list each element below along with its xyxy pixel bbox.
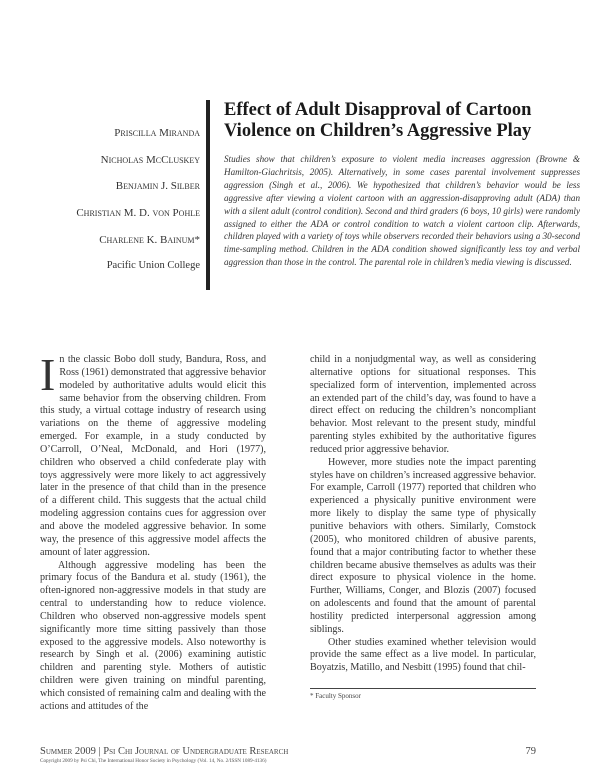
- paragraph: child in a nonjudgmental way, as well as considering alternative options for situational responses. This specialized form of intervention, implemented across an extended part of the child’s day, was found to have a direct effect on reducing the children’s noncompliant behavior. Most relevant to the present study, mindful parenting styles exhibited by the authoritative figures reduced prior aggressive behavior.: [310, 354, 536, 455]
- body-column-right: [310, 354, 536, 675]
- paragraph: Other studies examined whether television would provide the same effect as a live model. In particular, Boyatzis, Matillo, and Nesbitt (1995) found that chil-: [310, 636, 536, 674]
- author: Nicholas McCluskey: [100, 153, 200, 166]
- article-title: Effect of Adult Disapproval of Cartoon Violence on Children’s Aggressive Play: [224, 100, 532, 141]
- author: Charlene K. Bainum*: [99, 233, 200, 246]
- body-column-left: [40, 349, 266, 714]
- journal-name: Summer 2009 | Psi Chi Journal of Undergraduate Research: [40, 746, 289, 757]
- author: Benjamin J. Silber: [115, 180, 200, 193]
- paragraph-text: n the classic Bobo doll study, Bandura, Ross, and Ross (1961) demonstrated that aggressive behavior modeled by authoritative adults would elicit this same behavior from the observing children. From this study, a virtual cottage industry of research using variations on the theme of aggressive modeling emerged. For example, in a study conducted by O’Carroll, O’Neal, McDonald, and Hori (1977), children who observed a child confederate play with toys aggressively were more likely to act aggressively later in the presence of that child than in the presence of a different child. This suggests that the actual child modeling aggression contains cues for aggression over and above the modeled aggressive behavior. In some way, the presence of this aggressive model affects the amount of later aggression.: [40, 354, 266, 558]
- drop-cap: I: [40, 349, 56, 400]
- affiliation: Pacific Union College: [106, 260, 200, 272]
- abstract: Studies show that children’s exposure to violent media increases aggression (Browne & Hamilton-Giachritsis, 2005). Alternatively, in some cases parental involvement suppresses aggression (Singh et al., 2006). We hypothesized that children’s behavior would be less aggressive after viewing a violent cartoon with an aggression-disapproving adult (ADA) than with a silent adult (control condition). Second and third graders (6 boys, 10 girls) were randomly assigned to either the ADA or control condition to watch a violent cartoon clip. Afterwards, children played with a variety of toys while observers recorded their behaviors using a 30-second time-sampling method. Children in the ADA condition showed significantly less toy and verbal aggression than those in the control. The parental role in children’s media viewing is discussed.: [224, 154, 580, 268]
- paragraph: [40, 349, 266, 560]
- author: Christian M. D. von Pohle: [76, 207, 200, 220]
- paragraph: However, more studies note the impact parenting styles have on children’s increased aggressive behavior. For example, Carroll (1977) reported that children who experienced a physically punitive environment were more likely to display the same type of physically punitive behaviors with others. Similarly, Comstock (2005), who monitored children of abusive parents, found that a major contributing factor to whether these children became abusive themselves as adults was their direct exposure to physical violence in the home. Further, Williams, Conger, and Blozis (2007) focused on adolescents and found that the amount of parental hostility predicted interpersonal aggression among siblings.: [310, 456, 536, 635]
- author-list: [0, 124, 200, 275]
- page-number: 79: [525, 746, 536, 757]
- page-footer: [40, 746, 536, 764]
- paragraph: Although aggressive modeling has been the primary focus of the Bandura et al. study (1961), the often-ignored non-aggressive models in that study are central to understanding how to reduce violence. Children who observed non-aggressive models spent significantly more time sitting passively than those exposed to the aggressive models. Also noteworthy is research by Singh et al. (2006) examining autistic children and parenting style. Mothers of autistic children were given training on mindful parenting, which consisted of remaining calm and dealing with the actions and attitudes of the: [40, 559, 266, 712]
- title-rule: [206, 100, 210, 290]
- author: Priscilla Miranda: [114, 127, 200, 139]
- copyright: Copyright 2009 by Psi Chi, The International Honor Society in Psychology (Vol. 14, No. 2/ISSN 1089-4136): [40, 758, 267, 764]
- footnote-rule: [310, 688, 536, 689]
- footnote: * Faculty Sponsor: [310, 692, 361, 700]
